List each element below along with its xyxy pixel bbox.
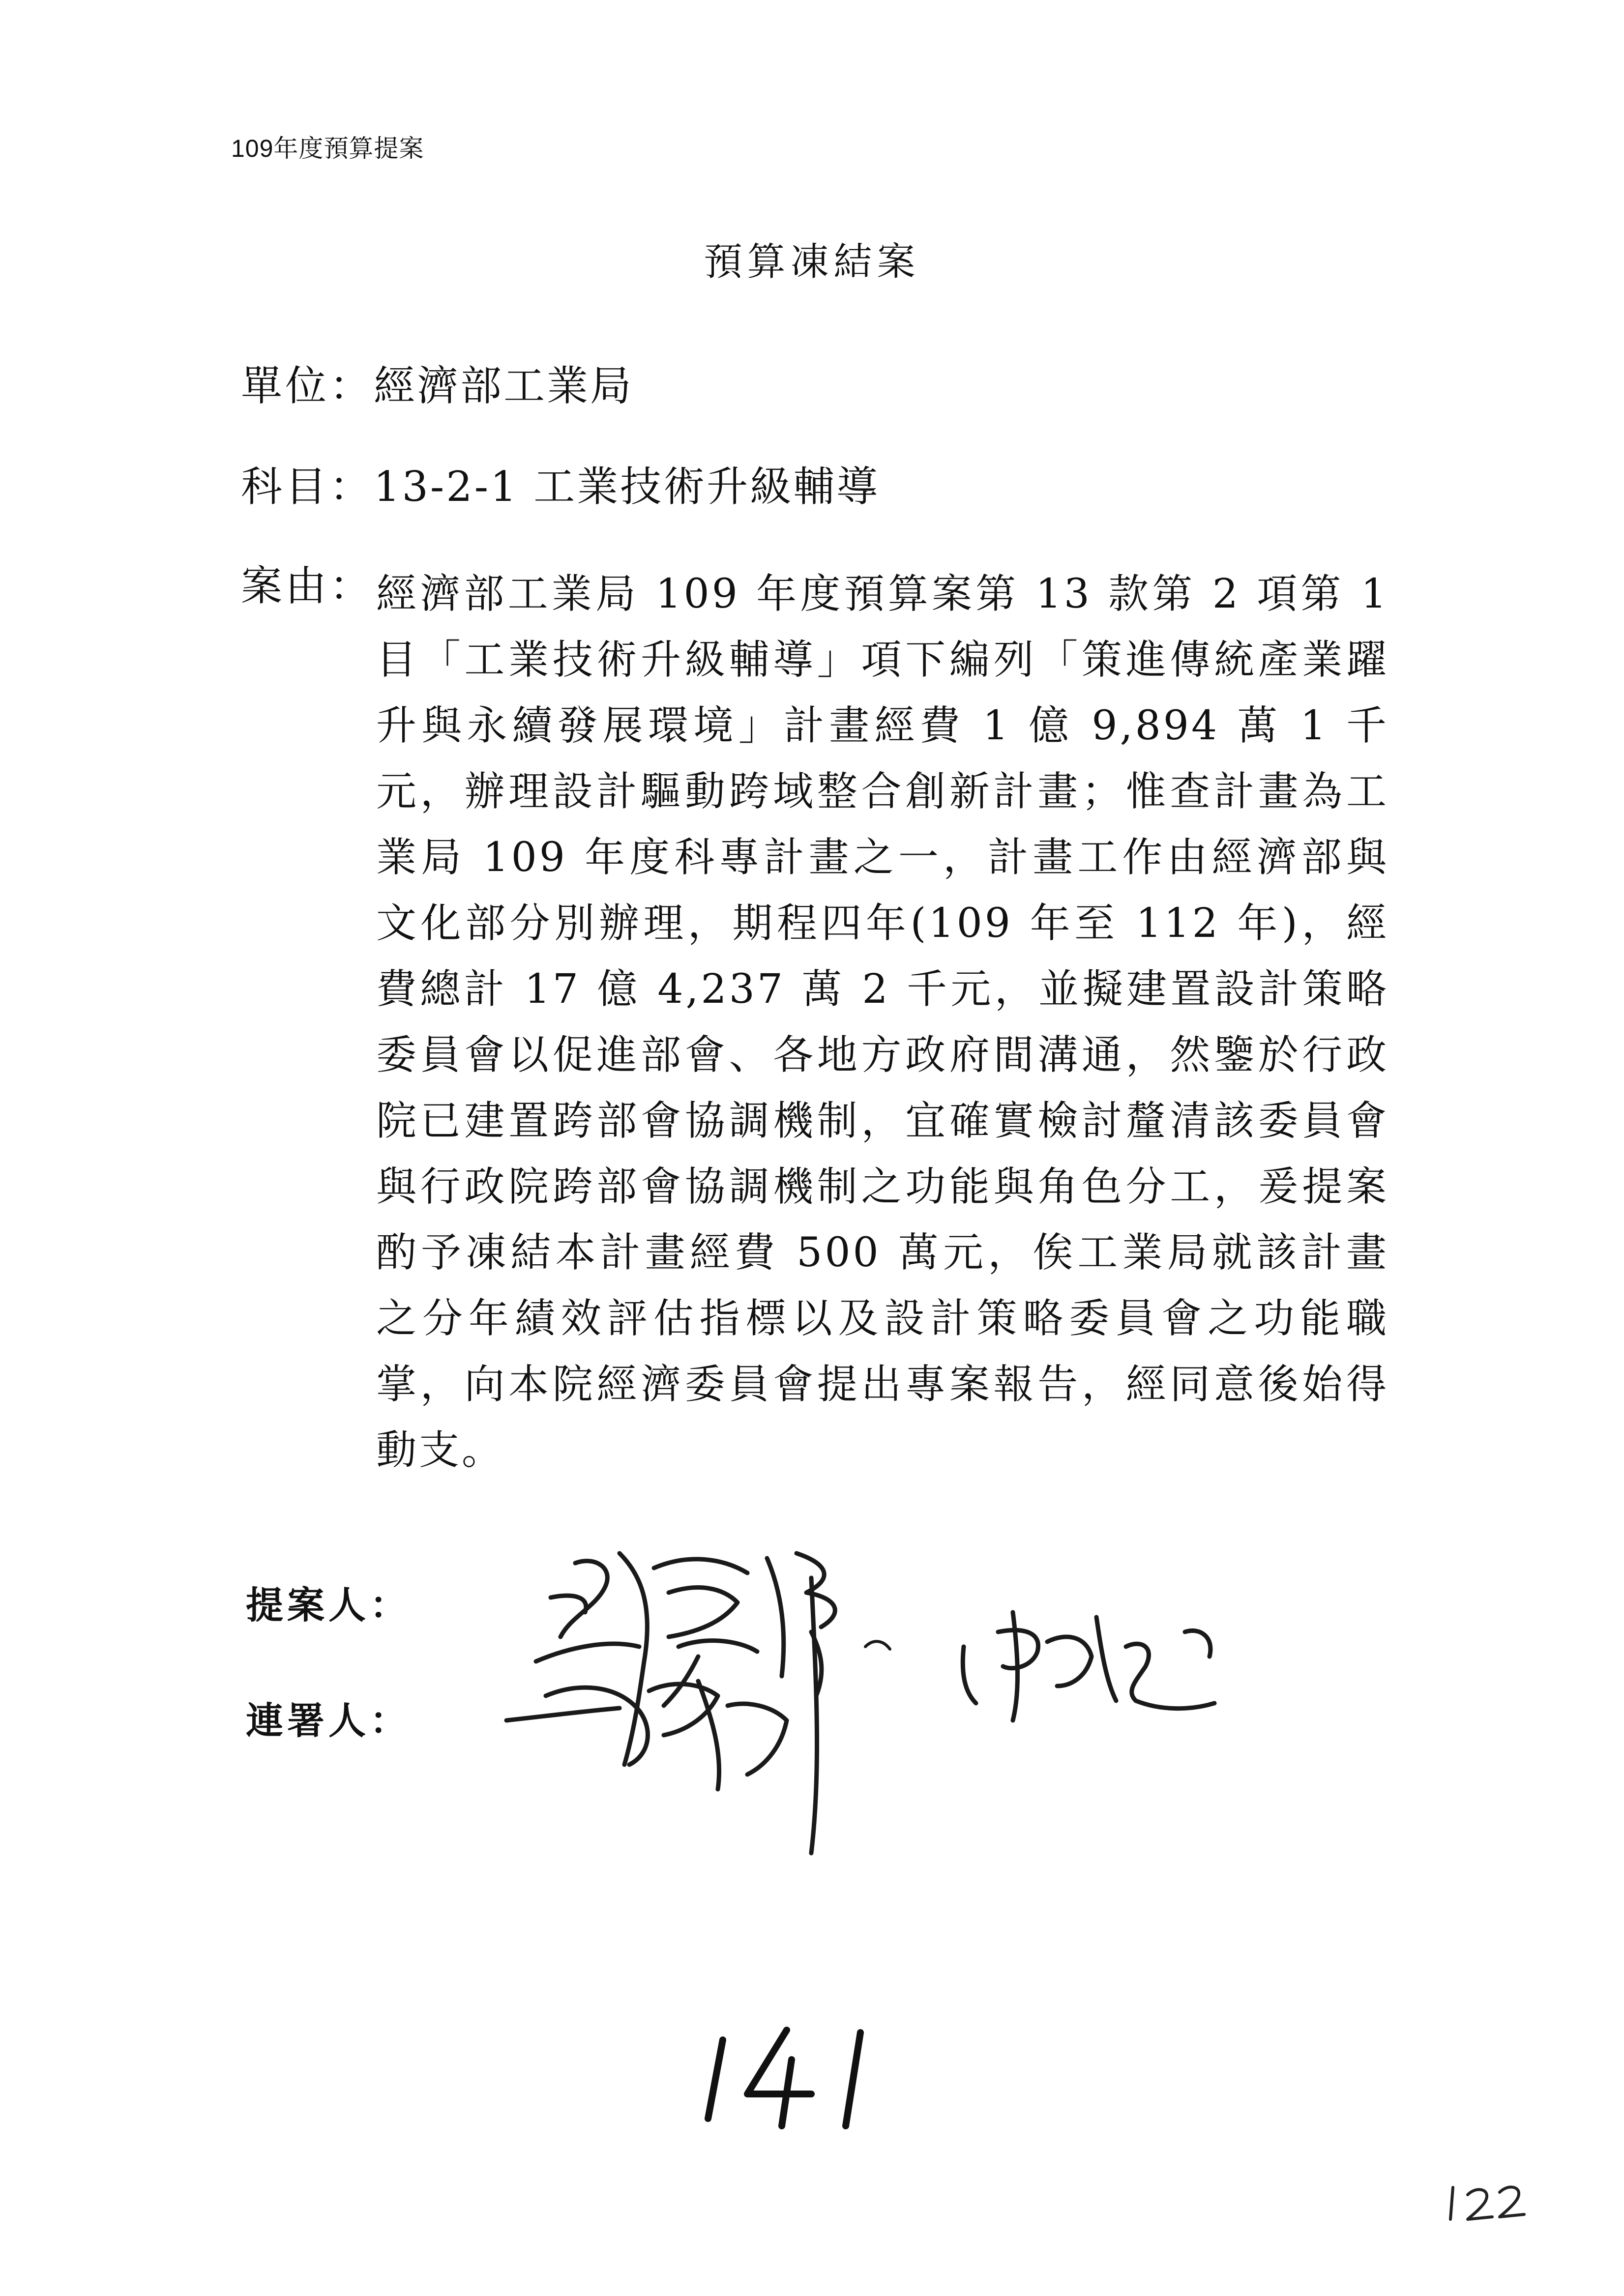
unit-value: 經濟部工業局 [374,362,634,410]
subject-field [241,462,880,512]
proposer-label: 提案人： [246,1583,411,1627]
reason-label: 案由： [241,562,374,610]
handwritten-page-number [688,2020,885,2133]
cosigner-label: 連署人： [246,1699,411,1743]
unit-field [241,361,633,411]
handwritten-signatures [492,1534,1450,1907]
reason-text: 經濟部工業局 109 年度預算案第 13 款第 2 項第 1 目「工業技術升級輔導」項下編列「策進傳統產業躍升與永續發展環境」計畫經費 1 億 9,894 萬 1 千元，辦理設計驅動跨域整合創新計畫；惟查計畫為工業局 109 年度科專計畫之一，計畫工作由經濟部與文化部分別辦理，期程四年(109 年至 112 年)，經費總計 17 億 4,237 萬 2 千元，並擬建置設計策略委員會以促進部會、各地方政府間溝通，然鑒於行政院已建置跨部會協調機制，宜確實檢討釐清該委員會與行政院跨部會協調機制之功能與角色分工，爰提案酌予凍結本計畫經費 500 萬元，俟工業局就該計畫之分年績效評估指標以及設計策略委員會之功能職掌，向本院經濟委員會提出專案報告，經同意後始得動支。 [376,571,1389,1474]
document-title: 預算凍結案 [704,240,920,284]
unit-label: 單位： [241,362,374,410]
handwritten-corner-number [1441,2173,1534,2227]
subject-value: 13-2-1 工業技術升級輔導 [374,463,880,511]
subject-label: 科目： [241,463,374,511]
document-header-tag: 109年度預算提案 [231,135,424,162]
